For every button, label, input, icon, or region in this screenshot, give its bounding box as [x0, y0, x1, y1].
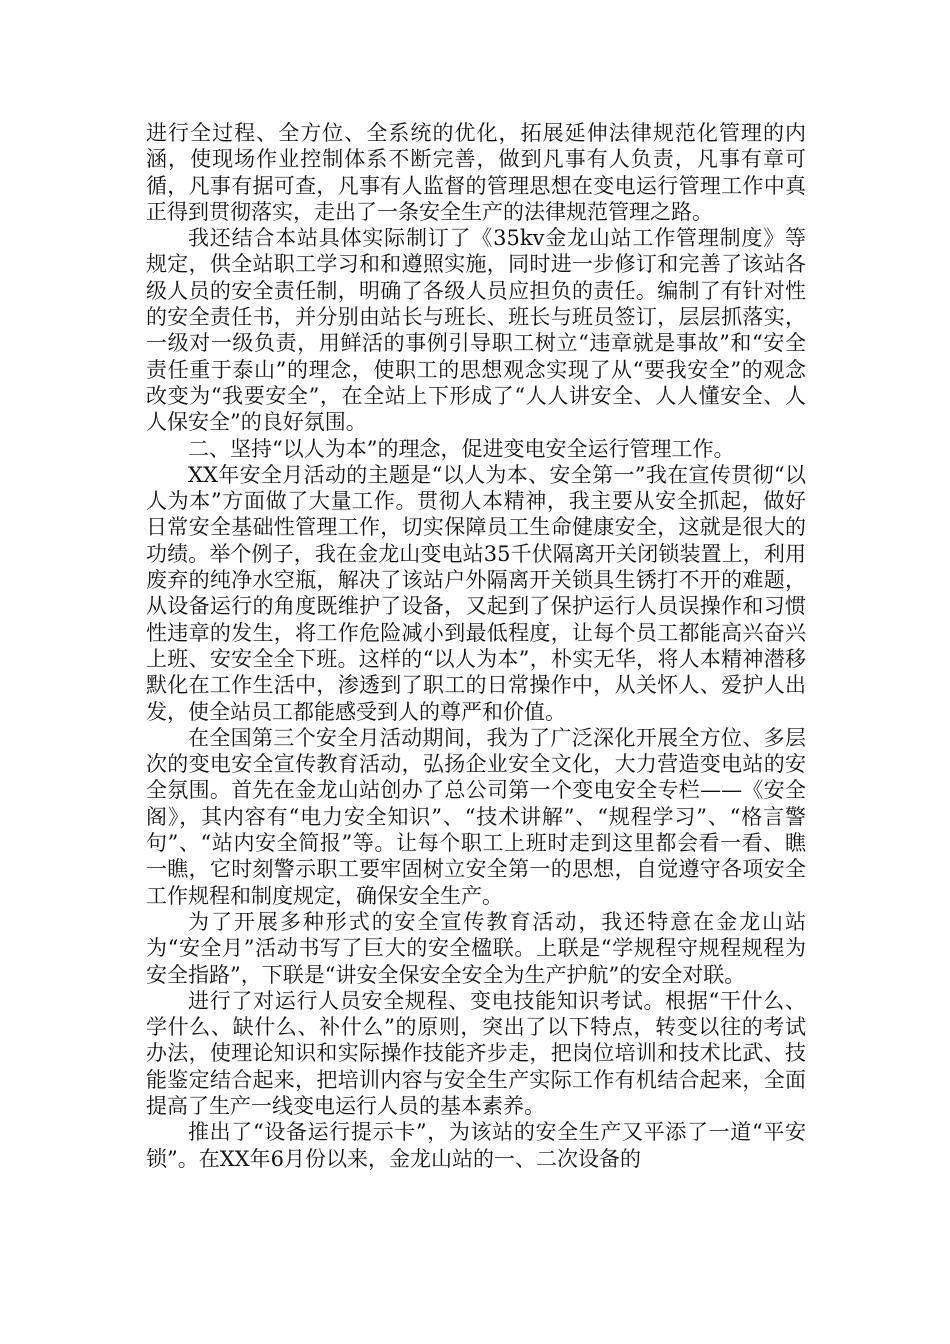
section-heading-people-oriented: 二、坚持“以人为本”的理念，促进变电安全运行管理工作。 [188, 436, 735, 461]
paragraph-safety-month-theme: XX年安全月活动的主题是“以人为本、安全第一”我在宣传贯彻“以人为本”方面做了大量工作。贯彻人本精神，我主要从安全抓起，做好日常安全基础性管理工作，切实保障员工生命健康安全，这就是很大的功绩。举个例子，我在金龙山变电站35千伏隔离开关闭锁装置上，利用废弃的纯净水空瓶，解决了该站户外隔离开关锁具生锈打不开的难题，从设备运行的角度既维护了设备，又起到了保护运行人员误操作和习惯性违章的发生，将工作危险减小到最低程度，让每个员工都能高兴奋兴上班、安安全全下班。这样的“以人为本”，朴实无华，将人本精神潜移默化在工作生活中，渗透到了职工的日常操作中，从关怀人、爱护人出发，使全站员工都能感受到人的尊严和价值。 [146, 462, 806, 724]
paragraph-continued: 进行全过程、全方位、全系统的优化，拓展延伸法律规范化管理的内涵，使现场作业控制体系不断完善，做到凡事有人负责，凡事有章可循，凡事有据可查，凡事有人监督的管理思想在变电运行管理工作中真正得到贯彻落实，走出了一条安全生产的法律规范管理之路。 [146, 121, 806, 224]
paragraph-management-system: 我还结合本站具体实际制订了《35kv金龙山站工作管理制度》等规定，供全站职工学习和和遵照实施，同时进一步修订和完善了该站各级人员的安全责任制，明确了各级人员应担负的责任。编制了有针对性的安全责任书，并分别由站长与班长、班长与班员签订，层层抓落实，一级对一级负责，用鲜活的事例引导职工树立“违章就是事故”和“安全责任重于泰山”的理念，使职工的思想观念实现了从“要我安全”的观念改变为“我要安全”，在全站上下形成了“人人讲安全、人人懂安全、人人保安全”的良好氛围。 [146, 226, 806, 435]
paragraph-safety-column: 在全国第三个安全月活动期间，我为了广泛深化开展全方位、多层次的变电安全宣传教育活动，弘扬企业安全文化，大力营造变电站的安全氛围。首先在金龙山站创办了总公司第一个变电安全专栏——《安全阁》，其内容有“电力安全知识”、“技术讲解”、“规程学习”、“格言警句”、“站内安全简报”等。让每个职工上班时走到这里都会看一看、瞧一瞧，它时刻警示职工要牢固树立安全第一的思想，自觉遵守各项安全工作规程和制度规定，确保安全生产。 [146, 725, 806, 908]
paragraph-safety-couplet: 为了开展多种形式的安全宣传教育活动，我还特意在金龙山站为“安全月”活动书写了巨大的安全楹联。上联是“学规程守规程规程为安全指路”，下联是“讲安全保安全安全为生产护航”的安全对联。 [146, 909, 806, 987]
paragraph-skills-exam: 进行了对运行人员安全规程、变电技能知识考试。根据“干什么、学什么、缺什么、补什么”的原则，突出了以下特点，转变以往的考试办法，使理论知识和实际操作技能齐步走，把岗位培训和技术比武、技能鉴定结合起来，把培训内容与安全生产实际工作有机结合起来，全面提高了生产一线变电运行人员的基本素养。 [146, 988, 806, 1118]
paragraph-operation-card: 推出了“设备运行提示卡”，为该站的安全生产又平添了一道“平安锁”。在XX年6月份以来，金龙山站的一、二次设备的 [146, 1120, 806, 1171]
document-body [146, 120, 806, 1172]
